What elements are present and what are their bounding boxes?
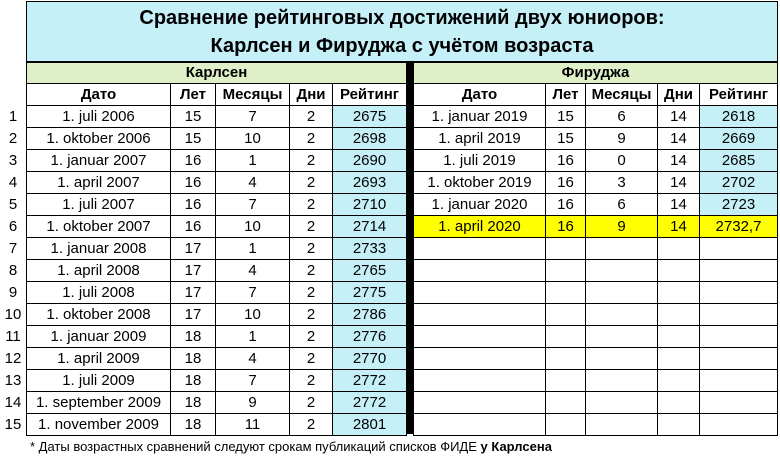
row-number: 14 <box>4 394 22 411</box>
firouzja-empty-cell <box>700 238 778 260</box>
firouzja-empty-cell <box>546 414 586 436</box>
firouzja-cell: 1. januar 2020 <box>413 194 546 216</box>
firouzja-cell: 2669 <box>700 128 778 150</box>
firouzja-empty-cell <box>586 304 658 326</box>
firouzja-empty-cell <box>586 260 658 282</box>
firouzja-cell: 1. april 2019 <box>413 128 546 150</box>
carlsen-cell: 2 <box>290 282 333 304</box>
carlsen-cell: 1. oktober 2007 <box>26 216 171 238</box>
firouzja-empty-cell <box>658 326 700 348</box>
carlsen-cell: 1. september 2009 <box>26 392 171 414</box>
firouzja-col-header: Месяцы <box>586 84 658 106</box>
carlsen-cell: 17 <box>171 304 216 326</box>
table-title <box>26 1 778 62</box>
row-number: 9 <box>8 284 18 301</box>
carlsen-cell: 2786 <box>333 304 407 326</box>
carlsen-cell: 18 <box>171 370 216 392</box>
carlsen-cell: 1. november 2009 <box>26 414 171 436</box>
firouzja-cell: 2702 <box>700 172 778 194</box>
firouzja-cell: 14 <box>658 172 700 194</box>
firouzja-empty-cell <box>658 392 700 414</box>
carlsen-cell: 1. juli 2008 <box>26 282 171 304</box>
firouzja-empty-cell <box>546 282 586 304</box>
carlsen-cell: 1. juli 2009 <box>26 370 171 392</box>
firouzja-empty-cell <box>413 326 546 348</box>
carlsen-cell: 1 <box>216 238 290 260</box>
firouzja-empty-cell <box>700 304 778 326</box>
row-number: 5 <box>8 196 18 213</box>
firouzja-empty-cell <box>586 282 658 304</box>
carlsen-cell: 2765 <box>333 260 407 282</box>
carlsen-col-header: Дни <box>290 84 333 106</box>
carlsen-cell: 18 <box>171 414 216 436</box>
firouzja-cell: 14 <box>658 106 700 128</box>
carlsen-cell: 15 <box>171 106 216 128</box>
firouzja-cell: 14 <box>658 194 700 216</box>
firouzja-empty-cell <box>658 414 700 436</box>
carlsen-cell: 9 <box>216 392 290 414</box>
carlsen-cell: 17 <box>171 282 216 304</box>
firouzja-col-header: Дато <box>413 84 546 106</box>
firouzja-empty-cell <box>700 260 778 282</box>
row-number: 7 <box>8 240 18 257</box>
firouzja-empty-cell <box>700 326 778 348</box>
firouzja-empty-cell <box>413 348 546 370</box>
footnote-text: * Даты возрастных сравнений следуют срокам публикаций списков ФИДЕ <box>30 439 481 454</box>
row-number: 11 <box>5 328 21 345</box>
firouzja-empty-cell <box>413 260 546 282</box>
firouzja-empty-cell <box>658 238 700 260</box>
firouzja-cell: 0 <box>586 150 658 172</box>
firouzja-cell: 6 <box>586 106 658 128</box>
footnote-bold: у Карлсена <box>480 439 552 454</box>
row-number: 13 <box>4 372 22 389</box>
firouzja-col-header: Дни <box>658 84 700 106</box>
firouzja-cell: 16 <box>546 194 586 216</box>
firouzja-cell: 9 <box>586 216 658 238</box>
carlsen-cell: 10 <box>216 304 290 326</box>
carlsen-cell: 1. april 2007 <box>26 172 171 194</box>
carlsen-cell: 1. april 2008 <box>26 260 171 282</box>
carlsen-cell: 2 <box>290 172 333 194</box>
firouzja-empty-cell <box>546 304 586 326</box>
carlsen-cell: 2693 <box>333 172 407 194</box>
carlsen-cell: 16 <box>171 216 216 238</box>
table-divider <box>406 62 413 434</box>
carlsen-cell: 2 <box>290 150 333 172</box>
firouzja-empty-cell <box>586 370 658 392</box>
carlsen-cell: 2 <box>290 370 333 392</box>
carlsen-cell: 2714 <box>333 216 407 238</box>
carlsen-col-header: Лет <box>171 84 216 106</box>
carlsen-cell: 18 <box>171 348 216 370</box>
firouzja-cell: 6 <box>586 194 658 216</box>
firouzja-empty-cell <box>586 326 658 348</box>
carlsen-cell: 7 <box>216 106 290 128</box>
carlsen-cell: 11 <box>216 414 290 436</box>
firouzja-cell: 14 <box>658 150 700 172</box>
title-line-2: Карлсен и Фируджа с учётом возраста <box>210 35 594 57</box>
carlsen-col-header: Месяцы <box>216 84 290 106</box>
firouzja-empty-cell <box>546 238 586 260</box>
row-number: 3 <box>8 152 18 169</box>
firouzja-cell: 14 <box>658 216 700 238</box>
firouzja-group-header: Фируджа <box>413 62 778 84</box>
firouzja-cell: 3 <box>586 172 658 194</box>
carlsen-cell: 1 <box>216 150 290 172</box>
carlsen-cell: 4 <box>216 348 290 370</box>
firouzja-cell: 1. april 2020 <box>413 216 546 238</box>
firouzja-cell: 2732,7 <box>700 216 778 238</box>
firouzja-empty-cell <box>700 392 778 414</box>
carlsen-cell: 7 <box>216 370 290 392</box>
firouzja-empty-cell <box>413 392 546 414</box>
carlsen-cell: 7 <box>216 194 290 216</box>
row-number: 12 <box>4 350 22 367</box>
carlsen-cell: 2776 <box>333 326 407 348</box>
row-number: 2 <box>8 130 18 147</box>
carlsen-cell: 1. januar 2007 <box>26 150 171 172</box>
carlsen-cell: 2 <box>290 216 333 238</box>
firouzja-cell: 16 <box>546 172 586 194</box>
carlsen-cell: 15 <box>171 128 216 150</box>
row-number: 10 <box>4 306 22 323</box>
firouzja-cell: 14 <box>658 128 700 150</box>
firouzja-empty-cell <box>546 260 586 282</box>
carlsen-col-header: Дато <box>26 84 171 106</box>
carlsen-cell: 2710 <box>333 194 407 216</box>
carlsen-cell: 2 <box>290 414 333 436</box>
firouzja-empty-cell <box>700 282 778 304</box>
carlsen-cell: 10 <box>216 128 290 150</box>
carlsen-cell: 1. oktober 2006 <box>26 128 171 150</box>
carlsen-cell: 2801 <box>333 414 407 436</box>
firouzja-empty-cell <box>413 282 546 304</box>
carlsen-cell: 2775 <box>333 282 407 304</box>
carlsen-cell: 2 <box>290 326 333 348</box>
firouzja-empty-cell <box>586 414 658 436</box>
carlsen-cell: 4 <box>216 172 290 194</box>
firouzja-empty-cell <box>413 370 546 392</box>
carlsen-cell: 2 <box>290 194 333 216</box>
carlsen-cell: 2 <box>290 106 333 128</box>
firouzja-empty-cell <box>546 326 586 348</box>
carlsen-col-header: Рейтинг <box>333 84 407 106</box>
firouzja-cell: 15 <box>546 128 586 150</box>
carlsen-cell: 2 <box>290 348 333 370</box>
carlsen-cell: 1. januar 2008 <box>26 238 171 260</box>
firouzja-col-header: Рейтинг <box>700 84 778 106</box>
firouzja-empty-cell <box>413 238 546 260</box>
firouzja-cell: 16 <box>546 150 586 172</box>
carlsen-cell: 1. juli 2007 <box>26 194 171 216</box>
firouzja-empty-cell <box>586 348 658 370</box>
firouzja-empty-cell <box>546 370 586 392</box>
carlsen-cell: 2 <box>290 392 333 414</box>
footnote <box>30 438 552 456</box>
firouzja-empty-cell <box>658 260 700 282</box>
carlsen-cell: 1. juli 2006 <box>26 106 171 128</box>
firouzja-empty-cell <box>586 238 658 260</box>
firouzja-col-header: Лет <box>546 84 586 106</box>
row-number: 6 <box>8 218 18 235</box>
row-number: 1 <box>8 108 18 125</box>
row-number: 8 <box>8 262 18 279</box>
firouzja-empty-cell <box>586 392 658 414</box>
carlsen-group-header: Карлсен <box>26 62 407 84</box>
carlsen-cell: 2690 <box>333 150 407 172</box>
carlsen-cell: 2770 <box>333 348 407 370</box>
firouzja-cell: 2618 <box>700 106 778 128</box>
carlsen-cell: 1 <box>216 326 290 348</box>
firouzja-empty-cell <box>546 392 586 414</box>
carlsen-cell: 4 <box>216 260 290 282</box>
carlsen-cell: 18 <box>171 326 216 348</box>
firouzja-cell: 1. oktober 2019 <box>413 172 546 194</box>
carlsen-cell: 1. oktober 2008 <box>26 304 171 326</box>
carlsen-cell: 2772 <box>333 370 407 392</box>
firouzja-cell: 15 <box>546 106 586 128</box>
firouzja-cell: 2723 <box>700 194 778 216</box>
carlsen-cell: 2 <box>290 304 333 326</box>
carlsen-cell: 2 <box>290 260 333 282</box>
firouzja-empty-cell <box>700 414 778 436</box>
carlsen-cell: 2 <box>290 128 333 150</box>
row-number: 4 <box>8 174 18 191</box>
carlsen-cell: 2733 <box>333 238 407 260</box>
carlsen-cell: 16 <box>171 194 216 216</box>
row-number: 15 <box>4 416 22 433</box>
firouzja-empty-cell <box>413 304 546 326</box>
firouzja-empty-cell <box>658 348 700 370</box>
firouzja-empty-cell <box>413 414 546 436</box>
firouzja-cell: 9 <box>586 128 658 150</box>
carlsen-cell: 2772 <box>333 392 407 414</box>
firouzja-empty-cell <box>546 348 586 370</box>
carlsen-cell: 2675 <box>333 106 407 128</box>
firouzja-cell: 2685 <box>700 150 778 172</box>
carlsen-cell: 2698 <box>333 128 407 150</box>
carlsen-cell: 16 <box>171 150 216 172</box>
carlsen-cell: 1. januar 2009 <box>26 326 171 348</box>
firouzja-empty-cell <box>700 348 778 370</box>
carlsen-cell: 10 <box>216 216 290 238</box>
firouzja-cell: 16 <box>546 216 586 238</box>
firouzja-empty-cell <box>658 282 700 304</box>
carlsen-cell: 17 <box>171 238 216 260</box>
firouzja-cell: 1. januar 2019 <box>413 106 546 128</box>
carlsen-cell: 18 <box>171 392 216 414</box>
carlsen-cell: 7 <box>216 282 290 304</box>
carlsen-cell: 17 <box>171 260 216 282</box>
carlsen-cell: 2 <box>290 238 333 260</box>
carlsen-cell: 16 <box>171 172 216 194</box>
title-line-1: Сравнение рейтинговых достижений двух юниоров: <box>139 7 665 29</box>
firouzja-cell: 1. juli 2019 <box>413 150 546 172</box>
firouzja-empty-cell <box>700 370 778 392</box>
firouzja-empty-cell <box>658 304 700 326</box>
firouzja-empty-cell <box>658 370 700 392</box>
carlsen-cell: 1. april 2009 <box>26 348 171 370</box>
